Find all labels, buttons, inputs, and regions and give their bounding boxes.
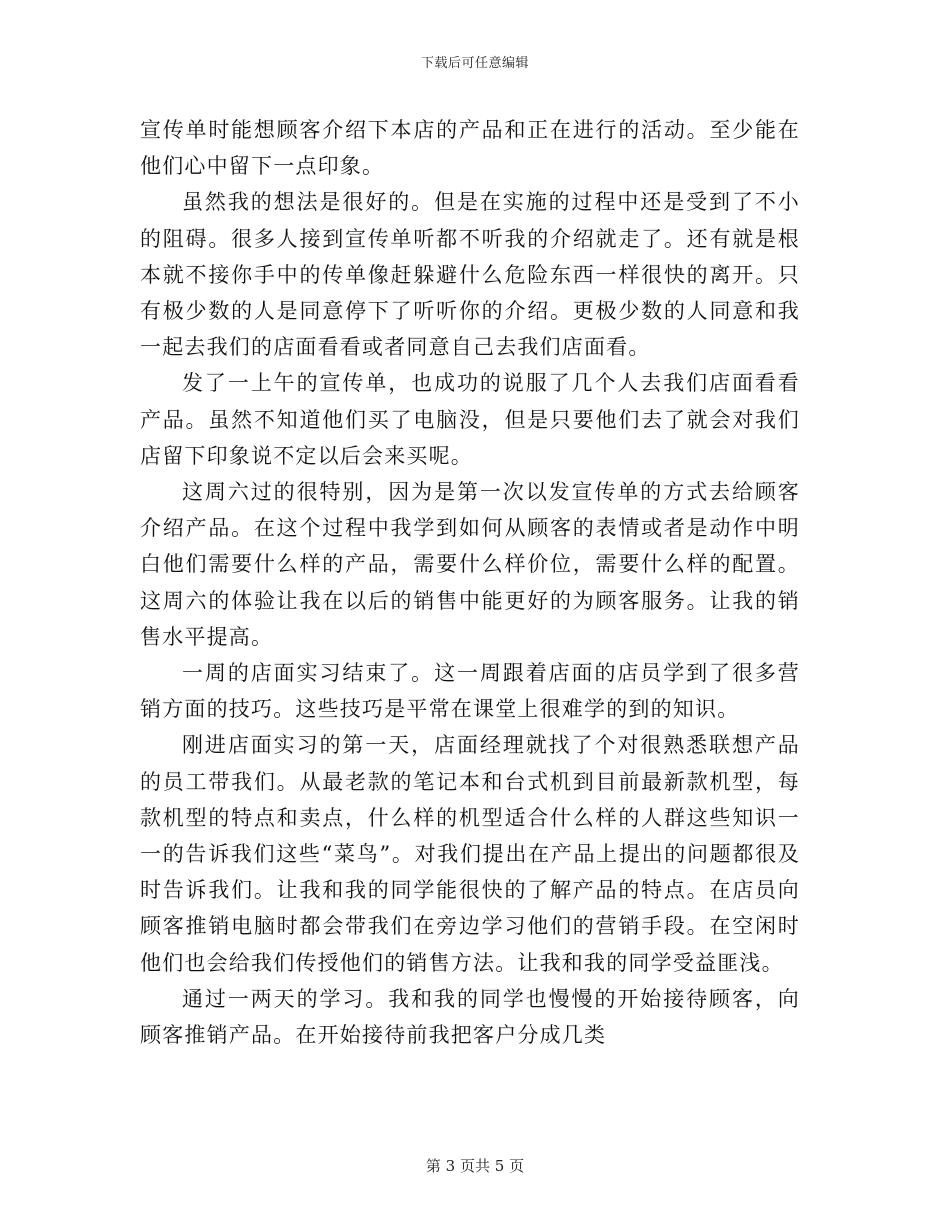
paragraph: 通过一两天的学习。我和我的同学也慢慢的开始接待顾客，向顾客推销产品。在开始接待前我把客户分成几类 bbox=[140, 986, 800, 1048]
page-header: 下载后可任意编辑 bbox=[420, 56, 529, 71]
paragraph: 虽然我的想法是很好的。但是在实施的过程中还是受到了不小的阻碍。很多人接到宣传单听都不听我的介绍就走了。还有就是根本就不接你手中的传单像赶躲避什么危险东西一样很快的离开。只有极少数的人是同意停下了听听你的介绍。更极少数的人同意和我一起去我们的店面看看或者同意自己去我们店面看。 bbox=[140, 190, 800, 360]
paragraph: 刚进店面实习的第一天，店面经理就找了个对很熟悉联想产品的员工带我们。从最老款的笔记本和台式机到目前最新款机型，每款机型的特点和卖点，什么样的机型适合什么样的人群这些知识一一的告诉我们这些“菜鸟”。对我们提出在产品上提出的问题都很及时告诉我们。让我和我的同学能很快的了解产品的特点。在店员向顾客推销电脑时都会带我们在旁边学习他们的营销手段。在空闲时他们也会给我们传授他们的销售方法。让我和我的同学受益匪浅。 bbox=[140, 733, 800, 975]
paragraph: 这周六过的很特别，因为是第一次以发宣传单的方式去给顾客介绍产品。在这个过程中我学到如何从顾客的表情或者是动作中明白他们需要什么样的产品，需要什么样价位，需要什么样的配置。这周六的体验让我在以后的销售中能更好的为顾客服务。让我的销售水平提高。 bbox=[140, 480, 800, 649]
body-text bbox=[140, 112, 800, 1053]
paragraph: 发了一上午的宣传单，也成功的说服了几个人去我们店面看看产品。虽然不知道他们买了电脑没，但是只要他们去了就会对我们店留下印象说不定以后会来买呢。 bbox=[140, 371, 800, 468]
paragraph-continued: 宣传单时能想顾客介绍下本店的产品和正在进行的活动。至少能在他们心中留下一点印象。 bbox=[140, 118, 800, 179]
paragraph: 一周的店面实习结束了。这一周跟着店面的店员学到了很多营销方面的技巧。这些技巧是平常在课堂上很难学的到的知识。 bbox=[140, 661, 800, 722]
page-number-footer: 第 3 页共 5 页 bbox=[425, 1157, 525, 1175]
